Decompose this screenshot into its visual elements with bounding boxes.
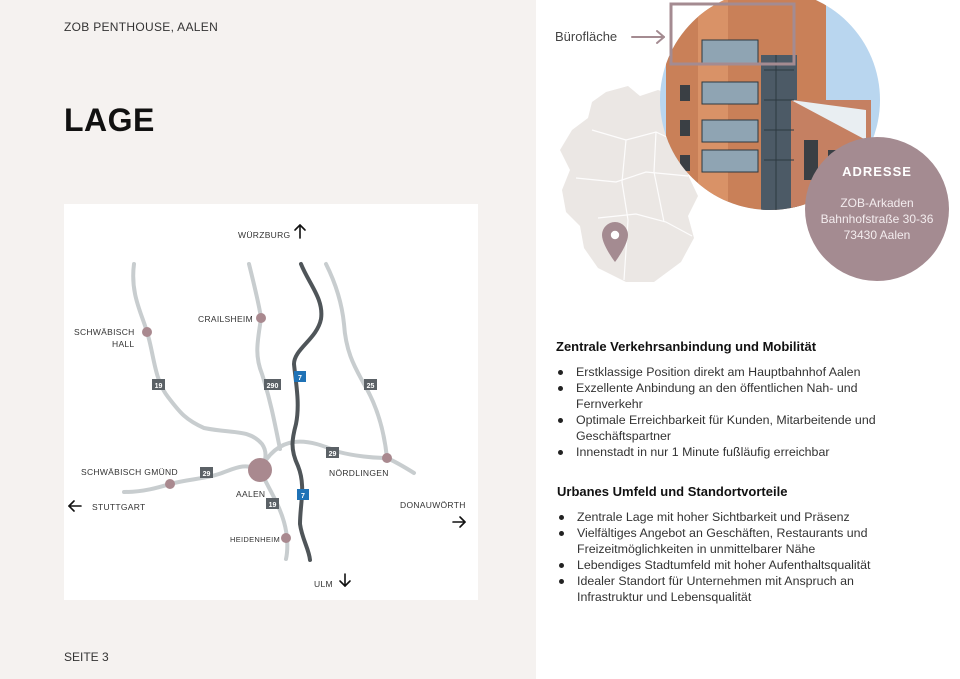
dot-schwaebisch-gmuend (165, 479, 175, 489)
sign-b25: 25 (366, 383, 375, 390)
sign-b19-south: 19 (268, 502, 277, 509)
list-item: Erstklassige Position direkt am Hauptbahnhof Aalen (556, 364, 916, 380)
sign-a7-north: 7 (298, 375, 302, 382)
label-schwaebisch-gmuend: SCHWÄBISCH GMÜND (81, 467, 178, 477)
sign-b29-west: 29 (202, 471, 211, 478)
label-ulm: ULM (314, 579, 333, 589)
location-map (64, 204, 478, 600)
road-map-svg (64, 204, 478, 600)
sign-a7-south: 7 (301, 493, 305, 500)
sign-b290: 290 (266, 383, 279, 390)
environment-list (557, 509, 917, 605)
environment-section (557, 484, 917, 605)
page-footer: SEITE 3 (64, 650, 109, 664)
list-item: Optimale Erreichbarkeit für Kunden, Mitarbeitende und Geschäftspartner (556, 412, 916, 444)
label-schwaebisch-hall-1: SCHWÄBISCH (74, 327, 135, 337)
dot-heidenheim (281, 533, 291, 543)
list-item: Fernverkehr (576, 397, 643, 411)
sign-b29-east: 29 (328, 451, 337, 458)
dot-crailsheim (256, 313, 266, 323)
label-noerdlingen: NÖRDLINGEN (329, 468, 389, 478)
road-a7 (293, 264, 322, 560)
label-wuerzburg: WÜRZBURG (238, 230, 291, 240)
label-donauwoerth: DONAUWÖRTH (400, 500, 466, 510)
road-b19-south (260, 470, 287, 559)
arrow-left-icon (69, 501, 81, 511)
sign-b19-north: 19 (154, 383, 163, 390)
label-crailsheim: CRAILSHEIM (198, 314, 253, 324)
list-item: Lebendiges Stadtumfeld mit hoher Aufenthaltsqualität (557, 557, 917, 573)
arrow-right-icon (453, 517, 465, 527)
label-schwaebisch-hall-2: HALL (112, 339, 135, 349)
address-line-2: Bahnhofstraße 30-36 (820, 212, 934, 226)
page-title: LAGE (64, 102, 155, 138)
label-aalen: AALEN (236, 489, 266, 499)
road-b290 (249, 264, 280, 449)
list-item: Zentrale Lage mit hoher Sichtbarkeit und Präsenz (557, 509, 917, 525)
arrow-down-icon (340, 574, 350, 586)
address-line-3: 73430 Aalen (843, 228, 911, 242)
mobility-heading: Zentrale Verkehrsanbindung und Mobilität (556, 339, 817, 354)
list-item: Exzellente Anbindung an den öffentlichen Nah- und (556, 380, 916, 396)
label-stuttgart: STUTTGART (92, 502, 146, 512)
mobility-section (556, 339, 916, 460)
right-panel (536, 0, 960, 679)
list-item: Idealer Standort für Unternehmen mit Anspruch an Infrastruktur und Lebensqualität (557, 573, 917, 605)
mobility-list (556, 364, 916, 460)
road-b25 (326, 264, 387, 458)
list-item: Vielfältiges Angebot an Geschäften, Restaurants und Freizeitmöglichkeiten in unmittelbarer Nähe (557, 525, 917, 557)
list-item: Innenstadt in nur 1 Minute fußläufig erreichbar (556, 444, 916, 460)
page-header: ZOB PENTHOUSE, AALEN (64, 20, 219, 34)
address-title: ADRESSE (842, 164, 912, 179)
environment-heading: Urbanes Umfeld und Standortvorteile (557, 484, 788, 499)
dot-noerdlingen (382, 453, 392, 463)
dot-schwaebisch-hall (142, 327, 152, 337)
dot-aalen (248, 458, 272, 482)
arrow-up-icon (295, 225, 305, 238)
road-b19-north (133, 264, 265, 470)
office-area-label: Bürofläche (555, 29, 618, 44)
arrow-right-icon (632, 31, 664, 43)
label-heidenheim: HEIDENHEIM (230, 535, 281, 544)
address-badge (805, 137, 949, 281)
address-line-1: ZOB-Arkaden (840, 196, 914, 210)
